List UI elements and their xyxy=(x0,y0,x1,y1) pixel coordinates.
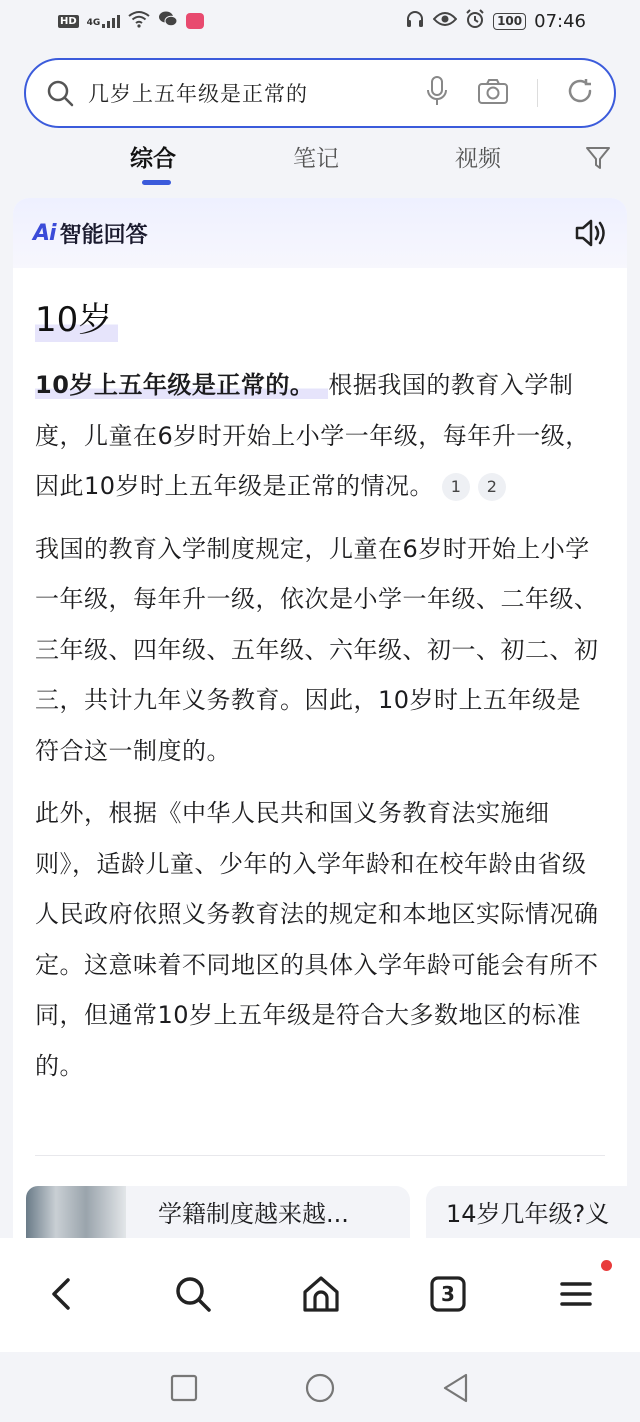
bottom-navigation xyxy=(0,1238,640,1352)
tab-videos[interactable]: 视频 xyxy=(455,146,501,172)
ai-card-header xyxy=(13,198,627,268)
menu-icon[interactable] xyxy=(556,1274,596,1314)
app-notification-icon xyxy=(186,13,204,29)
answer-headline: 10岁 xyxy=(35,298,118,342)
search-actions xyxy=(425,75,595,111)
tabs-icon[interactable] xyxy=(428,1274,468,1314)
search-nav-icon[interactable] xyxy=(173,1274,213,1314)
answer-paragraph-1 xyxy=(35,360,605,512)
citation-badge[interactable]: 1 xyxy=(442,473,470,501)
ai-answer-body xyxy=(13,268,627,1091)
wifi-icon xyxy=(128,10,150,33)
network-type: 4G xyxy=(86,18,101,28)
ai-card-title xyxy=(33,218,148,249)
speaker-icon[interactable] xyxy=(573,215,609,251)
answer-paragraph-2: 我国的教育入学制度规定，儿童在6岁时开始上小学一年级，每年升一级，依次是小学一年级、二年级、三年级、四年级、五年级、六年级、初一、初二、初三，共计九年义务教育。因此，10岁时上五年级是符合这一制度的。 xyxy=(35,534,599,765)
ai-logo-icon: Ai xyxy=(33,220,56,246)
status-right xyxy=(405,9,586,34)
search-divider xyxy=(537,79,539,107)
related-results xyxy=(26,1186,640,1238)
related-title: 学籍制度越来越... xyxy=(158,1200,349,1228)
answer-highlight: 10岁上五年级是正常的。 xyxy=(35,371,328,399)
alarm-icon xyxy=(465,9,485,34)
related-card[interactable] xyxy=(26,1186,410,1238)
headphones-icon xyxy=(405,9,425,34)
home-icon[interactable] xyxy=(301,1274,341,1314)
search-icon xyxy=(46,79,74,107)
battery-indicator: 100 xyxy=(493,13,526,30)
answer-paragraph-3: 此外，根据《中华人民共和国义务教育法实施细则》，适龄儿童、少年的入学年龄和在校年龄由省级人民政府依照义务教育法的规定和本地区实际情况确定。这意味着不同地区的具体入学年龄可能会有所不同，但通常10岁上五年级是符合大多数地区的标准的。 xyxy=(35,799,599,1080)
related-card[interactable] xyxy=(426,1186,640,1238)
tab-comprehensive[interactable]: 综合 xyxy=(130,146,176,172)
search-box[interactable] xyxy=(24,58,616,128)
system-navigation xyxy=(0,1352,640,1422)
citation-badge[interactable]: 2 xyxy=(478,473,506,501)
notification-dot xyxy=(601,1260,612,1271)
back-triangle-icon[interactable] xyxy=(440,1372,472,1404)
clock: 07:46 xyxy=(534,10,586,32)
status-bar xyxy=(0,0,640,42)
related-title: 14岁几年级?义 xyxy=(446,1200,610,1228)
back-icon[interactable] xyxy=(42,1274,82,1314)
recent-apps-icon[interactable] xyxy=(168,1372,200,1404)
camera-icon[interactable] xyxy=(477,77,509,109)
related-thumbnail xyxy=(26,1186,126,1238)
card-divider xyxy=(35,1155,605,1156)
refresh-icon[interactable] xyxy=(566,77,594,109)
result-tabs xyxy=(0,132,640,188)
search-query-text[interactable]: 几岁上五年级是正常的 xyxy=(88,82,308,106)
wechat-icon xyxy=(158,10,178,33)
eye-icon xyxy=(433,11,457,32)
tab-notes[interactable]: 笔记 xyxy=(293,146,339,172)
ai-answer-card xyxy=(13,198,627,1258)
microphone-icon[interactable] xyxy=(425,75,449,111)
active-tab-indicator xyxy=(142,180,171,185)
hd-indicator: HD xyxy=(60,15,77,27)
ai-title-text: 智能回答 xyxy=(59,222,148,248)
tab-count: 3 xyxy=(441,1282,455,1306)
home-circle-icon[interactable] xyxy=(304,1372,336,1404)
answer-paragraph-1-text: 根据我国的教育入学制度，儿童在6岁时开始上小学一年级，每年升一级，因此10岁时上五年级是正常的情况。 xyxy=(35,371,590,500)
status-left xyxy=(58,10,204,33)
signal-icon xyxy=(87,14,121,28)
filter-icon[interactable] xyxy=(584,144,612,172)
